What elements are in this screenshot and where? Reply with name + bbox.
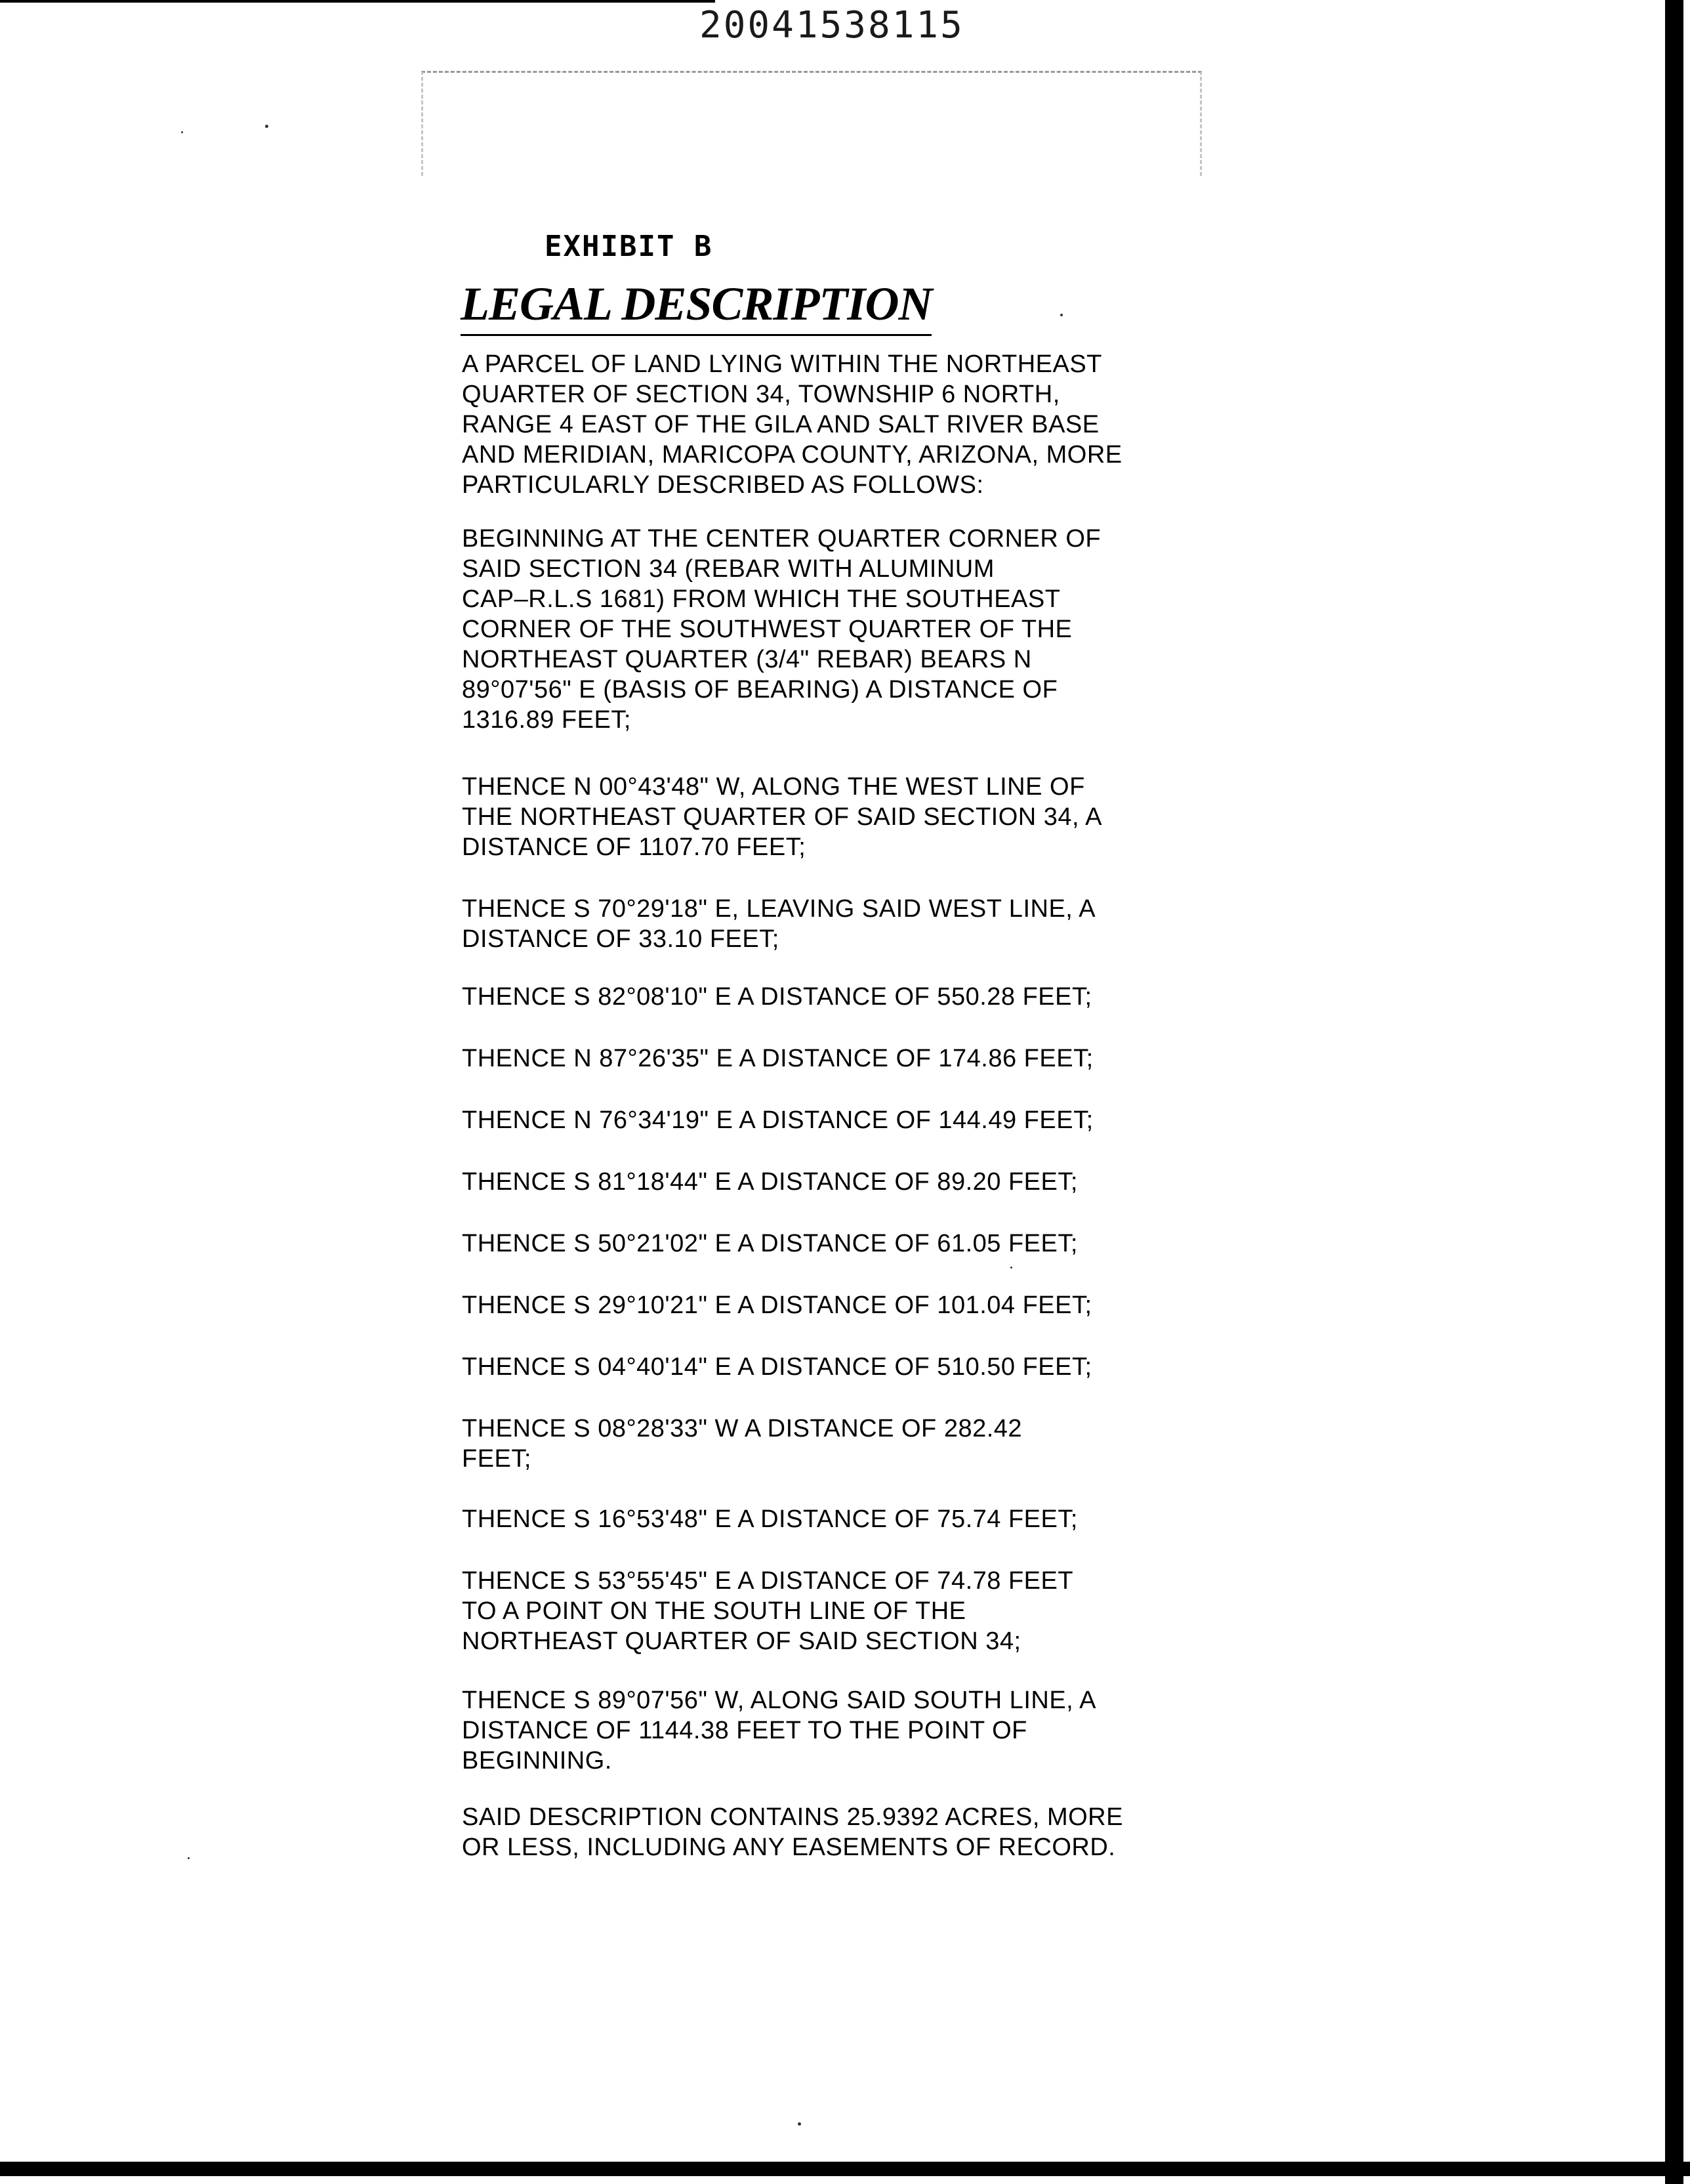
paragraph-beginning: BEGINNING AT THE CENTER QUARTER CORNER OF SAID SECTION 34 (REBAR WITH ALUMINUM CAP–R.L.S 1681) FROM WHICH THE SOUTHEAST CORNER OF THE SOUTHWEST QUARTER OF THE NORTHEAST QUARTER (3/4" REBAR) BEARS N 89°07'56" E (BASIS OF BEARING) A DISTANCE OF 1316.89 FEET; [462, 525, 1102, 734]
scan-right-border [1665, 0, 1683, 2184]
paragraph-course-9: THENCE S 04°40'14" E A DISTANCE OF 510.50 FEET; [462, 1353, 1092, 1381]
recording-stamp-box [421, 71, 1202, 176]
scan-speck [181, 131, 183, 133]
paragraph-closing-course: THENCE S 89°07'56" W, ALONG SAID SOUTH LINE, A DISTANCE OF 1144.38 FEET TO THE POINT OF BEGINNING. [462, 1687, 1097, 1774]
paragraph-course-1: THENCE N 00°43'48" W, ALONG THE WEST LINE OF THE NORTHEAST QUARTER OF SAID SECTION 34, A DISTANCE OF 1107.70 FEET; [462, 773, 1102, 861]
scan-speck [798, 2122, 801, 2126]
paragraph-course-12: THENCE S 53°55'45" E A DISTANCE OF 74.78 FEET TO A POINT ON THE SOUTH LINE OF THE NORTHEAST QUARTER OF SAID SECTION 34; [462, 1567, 1074, 1655]
scan-top-line [0, 0, 715, 3]
paragraph-course-8: THENCE S 29°10'21" E A DISTANCE OF 101.04 FEET; [462, 1292, 1092, 1319]
paragraph-acreage: SAID DESCRIPTION CONTAINS 25.9392 ACRES, MORE OR LESS, INCLUDING ANY EASEMENTS OF RECORD. [462, 1803, 1123, 1861]
paragraph-course-4: THENCE N 87°26'35" E A DISTANCE OF 174.86 FEET; [462, 1045, 1094, 1072]
paragraph-course-7: THENCE S 50°21'02" E A DISTANCE OF 61.05 FEET; [462, 1230, 1078, 1257]
scan-speck [265, 125, 268, 128]
paragraph-course-10: THENCE S 08°28'33" W A DISTANCE OF 282.42 FEET; [462, 1415, 1023, 1473]
recording-number: 20041538115 [699, 4, 964, 47]
paragraph-course-3: THENCE S 82°08'10" E A DISTANCE OF 550.28 FEET; [462, 983, 1092, 1011]
paragraph-course-11: THENCE S 16°53'48" E A DISTANCE OF 75.74 FEET; [462, 1505, 1078, 1533]
paragraph-course-5: THENCE N 76°34'19" E A DISTANCE OF 144.49 FEET; [462, 1106, 1094, 1134]
paragraph-course-6: THENCE S 81°18'44" E A DISTANCE OF 89.20 FEET; [462, 1168, 1078, 1196]
scan-speck [1060, 314, 1063, 316]
scan-speck [1010, 1267, 1012, 1269]
paragraph-intro: A PARCEL OF LAND LYING WITHIN THE NORTHEAST QUARTER OF SECTION 34, TOWNSHIP 6 NORTH, RANGE 4 EAST OF THE GILA AND SALT RIVER BASE AND MERIDIAN, MARICOPA COUNTY, ARIZONA, MORE PARTICULARLY DESCRIBED AS FOLLOWS: [462, 350, 1123, 499]
scan-speck [188, 1857, 190, 1859]
document-title: LEGAL DESCRIPTION [461, 277, 932, 336]
paragraph-course-2: THENCE S 70°29'18" E, LEAVING SAID WEST LINE, A DISTANCE OF 33.10 FEET; [462, 895, 1096, 953]
exhibit-label: EXHIBIT B [545, 230, 713, 263]
scan-bottom-border [0, 2162, 1690, 2176]
